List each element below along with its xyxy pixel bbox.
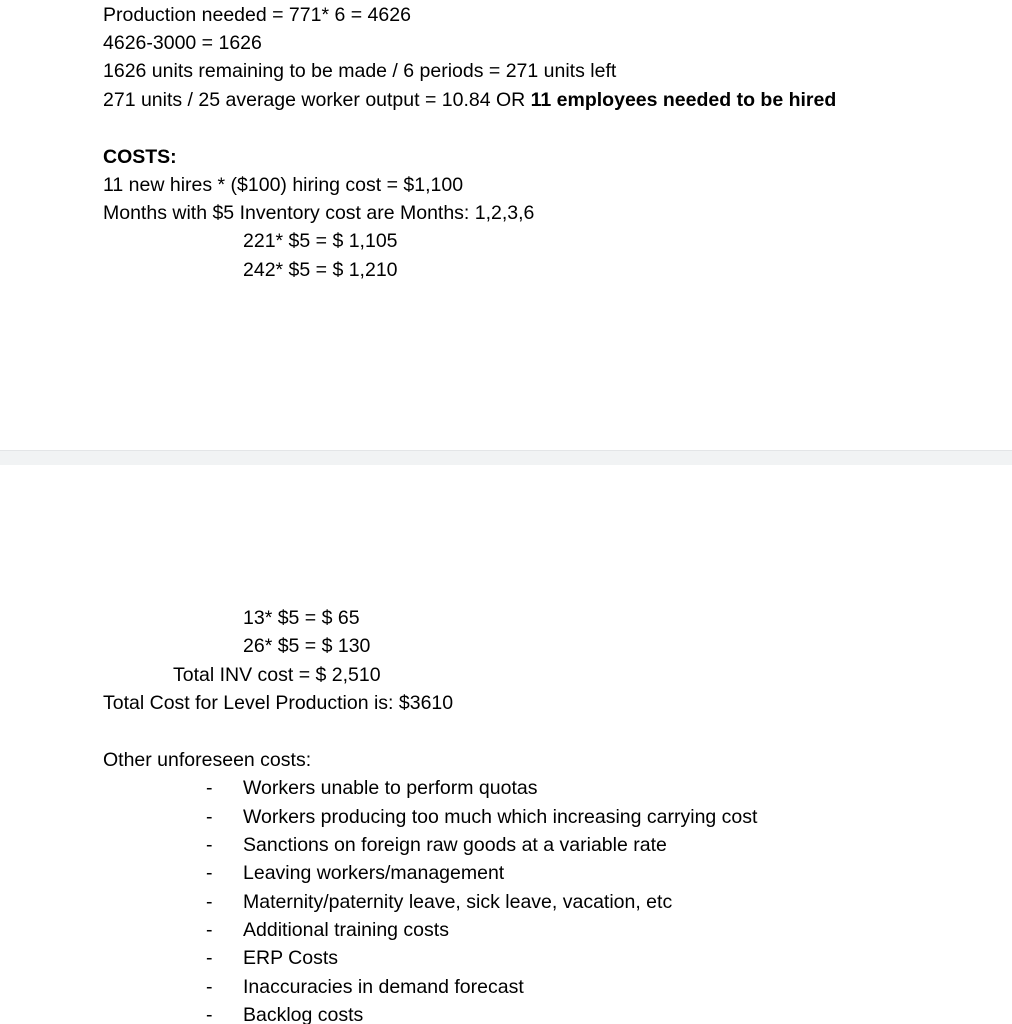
- hiring-cost-line: 11 new hires * ($100) hiring cost = $1,100: [103, 174, 464, 196]
- page-break: [0, 450, 1012, 466]
- list-item-text: Backlog costs: [243, 1004, 364, 1024]
- bullet-dash: -: [206, 891, 213, 913]
- inventory-cost-line-2: 242* $5 = $ 1,210: [243, 259, 398, 281]
- list-item-text: Workers unable to perform quotas: [243, 777, 538, 799]
- workers-needed-text: 271 units / 25 average worker output = 10.84 OR: [103, 89, 531, 111]
- list-item-text: Maternity/paternity leave, sick leave, vacation, etc: [243, 891, 673, 913]
- costs-heading: COSTS:: [103, 146, 177, 168]
- total-inventory-cost: Total INV cost = $ 2,510: [173, 664, 381, 686]
- inventory-cost-line-1: 221* $5 = $ 1,105: [243, 230, 398, 252]
- bullet-dash: -: [206, 806, 213, 828]
- document-page-1: [0, 0, 1012, 450]
- bullet-dash: -: [206, 777, 213, 799]
- bullet-dash: -: [206, 834, 213, 856]
- inventory-months-line: Months with $5 Inventory cost are Months: 1,2,3,6: [103, 202, 535, 224]
- bullet-dash: -: [206, 919, 213, 941]
- list-item-text: Sanctions on foreign raw goods at a variable rate: [243, 834, 667, 856]
- production-needed-line: Production needed = 771* 6 = 4626: [103, 4, 411, 26]
- inventory-cost-line-3: 13* $5 = $ 65: [243, 607, 360, 629]
- bullet-dash: -: [206, 947, 213, 969]
- workers-needed-bold: 11 employees needed to be hired: [530, 89, 837, 111]
- list-item-text: Additional training costs: [243, 919, 449, 941]
- subtraction-line: 4626-3000 = 1626: [103, 32, 262, 54]
- list-item-text: ERP Costs: [243, 947, 339, 969]
- list-item-text: Workers producing too much which increasing carrying cost: [243, 806, 758, 828]
- list-item-text: Leaving workers/management: [243, 862, 505, 884]
- inventory-cost-line-4: 26* $5 = $ 130: [243, 635, 371, 657]
- list-item-text: Inaccuracies in demand forecast: [243, 976, 524, 998]
- remaining-units-line: 1626 units remaining to be made / 6 periods = 271 units left: [103, 60, 617, 82]
- other-costs-heading: Other unforeseen costs:: [103, 749, 312, 771]
- workers-needed-line: [103, 88, 836, 112]
- bullet-dash: -: [206, 862, 213, 884]
- bullet-dash: -: [206, 976, 213, 998]
- total-cost-line: Total Cost for Level Production is: $3610: [103, 692, 454, 714]
- document-page-2: [0, 465, 1012, 1024]
- bullet-dash: -: [206, 1004, 213, 1024]
